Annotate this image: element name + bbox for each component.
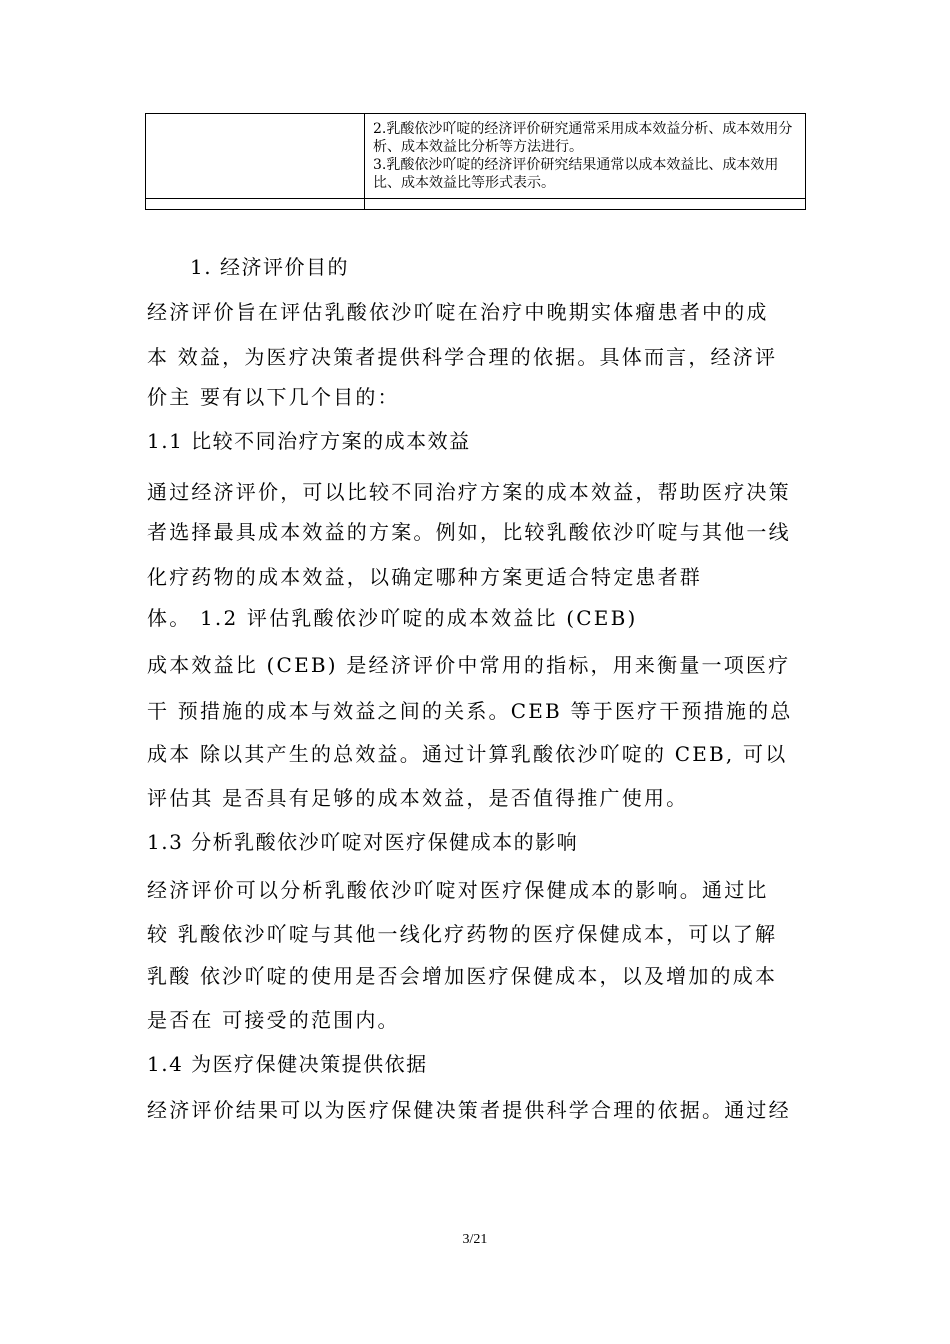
section-heading: 1. 经济评价目的 [190, 255, 349, 279]
table-cell-left [146, 199, 365, 210]
body-text-line: 经济评价旨在评估乳酸依沙吖啶在治疗中晚期实体瘤患者中的成 [147, 300, 769, 324]
table-cell-paragraph: 3.乳酸依沙吖啶的经济评价研究结果通常以成本效益比、成本效用比、成本效益比等形式表示。 [373, 157, 779, 191]
body-text-line: 本 效益，为医疗决策者提供科学合理的依据。具体而言，经济评 [147, 345, 778, 369]
body-text-line: 较 乳酸依沙吖啶与其他一线化疗药物的医疗保健成本，可以了解 [147, 922, 778, 946]
body-text-line: 化疗药物的成本效益，以确定哪种方案更适合特定患者群 [147, 565, 702, 589]
body-text-line: 体。 1.2 评估乳酸依沙吖啶的成本效益比 (CEB) [147, 606, 638, 630]
body-text-line: 成本效益比 (CEB) 是经济评价中常用的指标，用来衡量一项医疗 [147, 653, 791, 677]
body-text-line: 乳酸 依沙吖啶的使用是否会增加医疗保健成本，以及增加的成本 [147, 964, 778, 988]
body-text-line: 是否在 可接受的范围内。 [147, 1008, 400, 1032]
body-text-line: 评估其 是否具有足够的成本效益，是否值得推广使用。 [147, 786, 689, 810]
body-text-line: 经济评价可以分析乳酸依沙吖啶对医疗保健成本的影响。通过比 [147, 878, 769, 902]
subsection-heading: 1.4 为医疗保健决策提供依据 [147, 1052, 428, 1076]
table-cell-paragraph: 2.乳酸依沙吖啶的经济评价研究通常采用成本效益分析、成本效用分析、成本效益比分析等方法进行。 [373, 121, 793, 155]
body-text-line: 干 预措施的成本与效益之间的关系。CEB 等于医疗干预措施的总 [147, 699, 793, 723]
subsection-heading: 1.3 分析乳酸依沙吖啶对医疗保健成本的影响 [147, 830, 579, 854]
table-cell-right [365, 114, 806, 199]
table-row [146, 199, 806, 210]
table-cell-left [146, 114, 365, 199]
summary-table [145, 113, 806, 210]
subsection-heading: 1.1 比较不同治疗方案的成本效益 [147, 429, 471, 453]
body-text-line: 成本 除以其产生的总效益。通过计算乳酸依沙吖啶的 CEB, 可以 [147, 742, 788, 766]
body-text-line: 价主 要有以下几个目的： [147, 385, 400, 409]
table-row [146, 114, 806, 199]
body-text-line: 通过经济评价，可以比较不同治疗方案的成本效益，帮助医疗决策 [147, 480, 791, 504]
body-text-line: 者选择最具成本效益的方案。例如，比较乳酸依沙吖啶与其他一线 [147, 520, 791, 544]
table-cell-right [365, 199, 806, 210]
body-text-line: 经济评价结果可以为医疗保健决策者提供科学合理的依据。通过经 [147, 1098, 791, 1122]
page-number: 3/21 [462, 1232, 488, 1247]
